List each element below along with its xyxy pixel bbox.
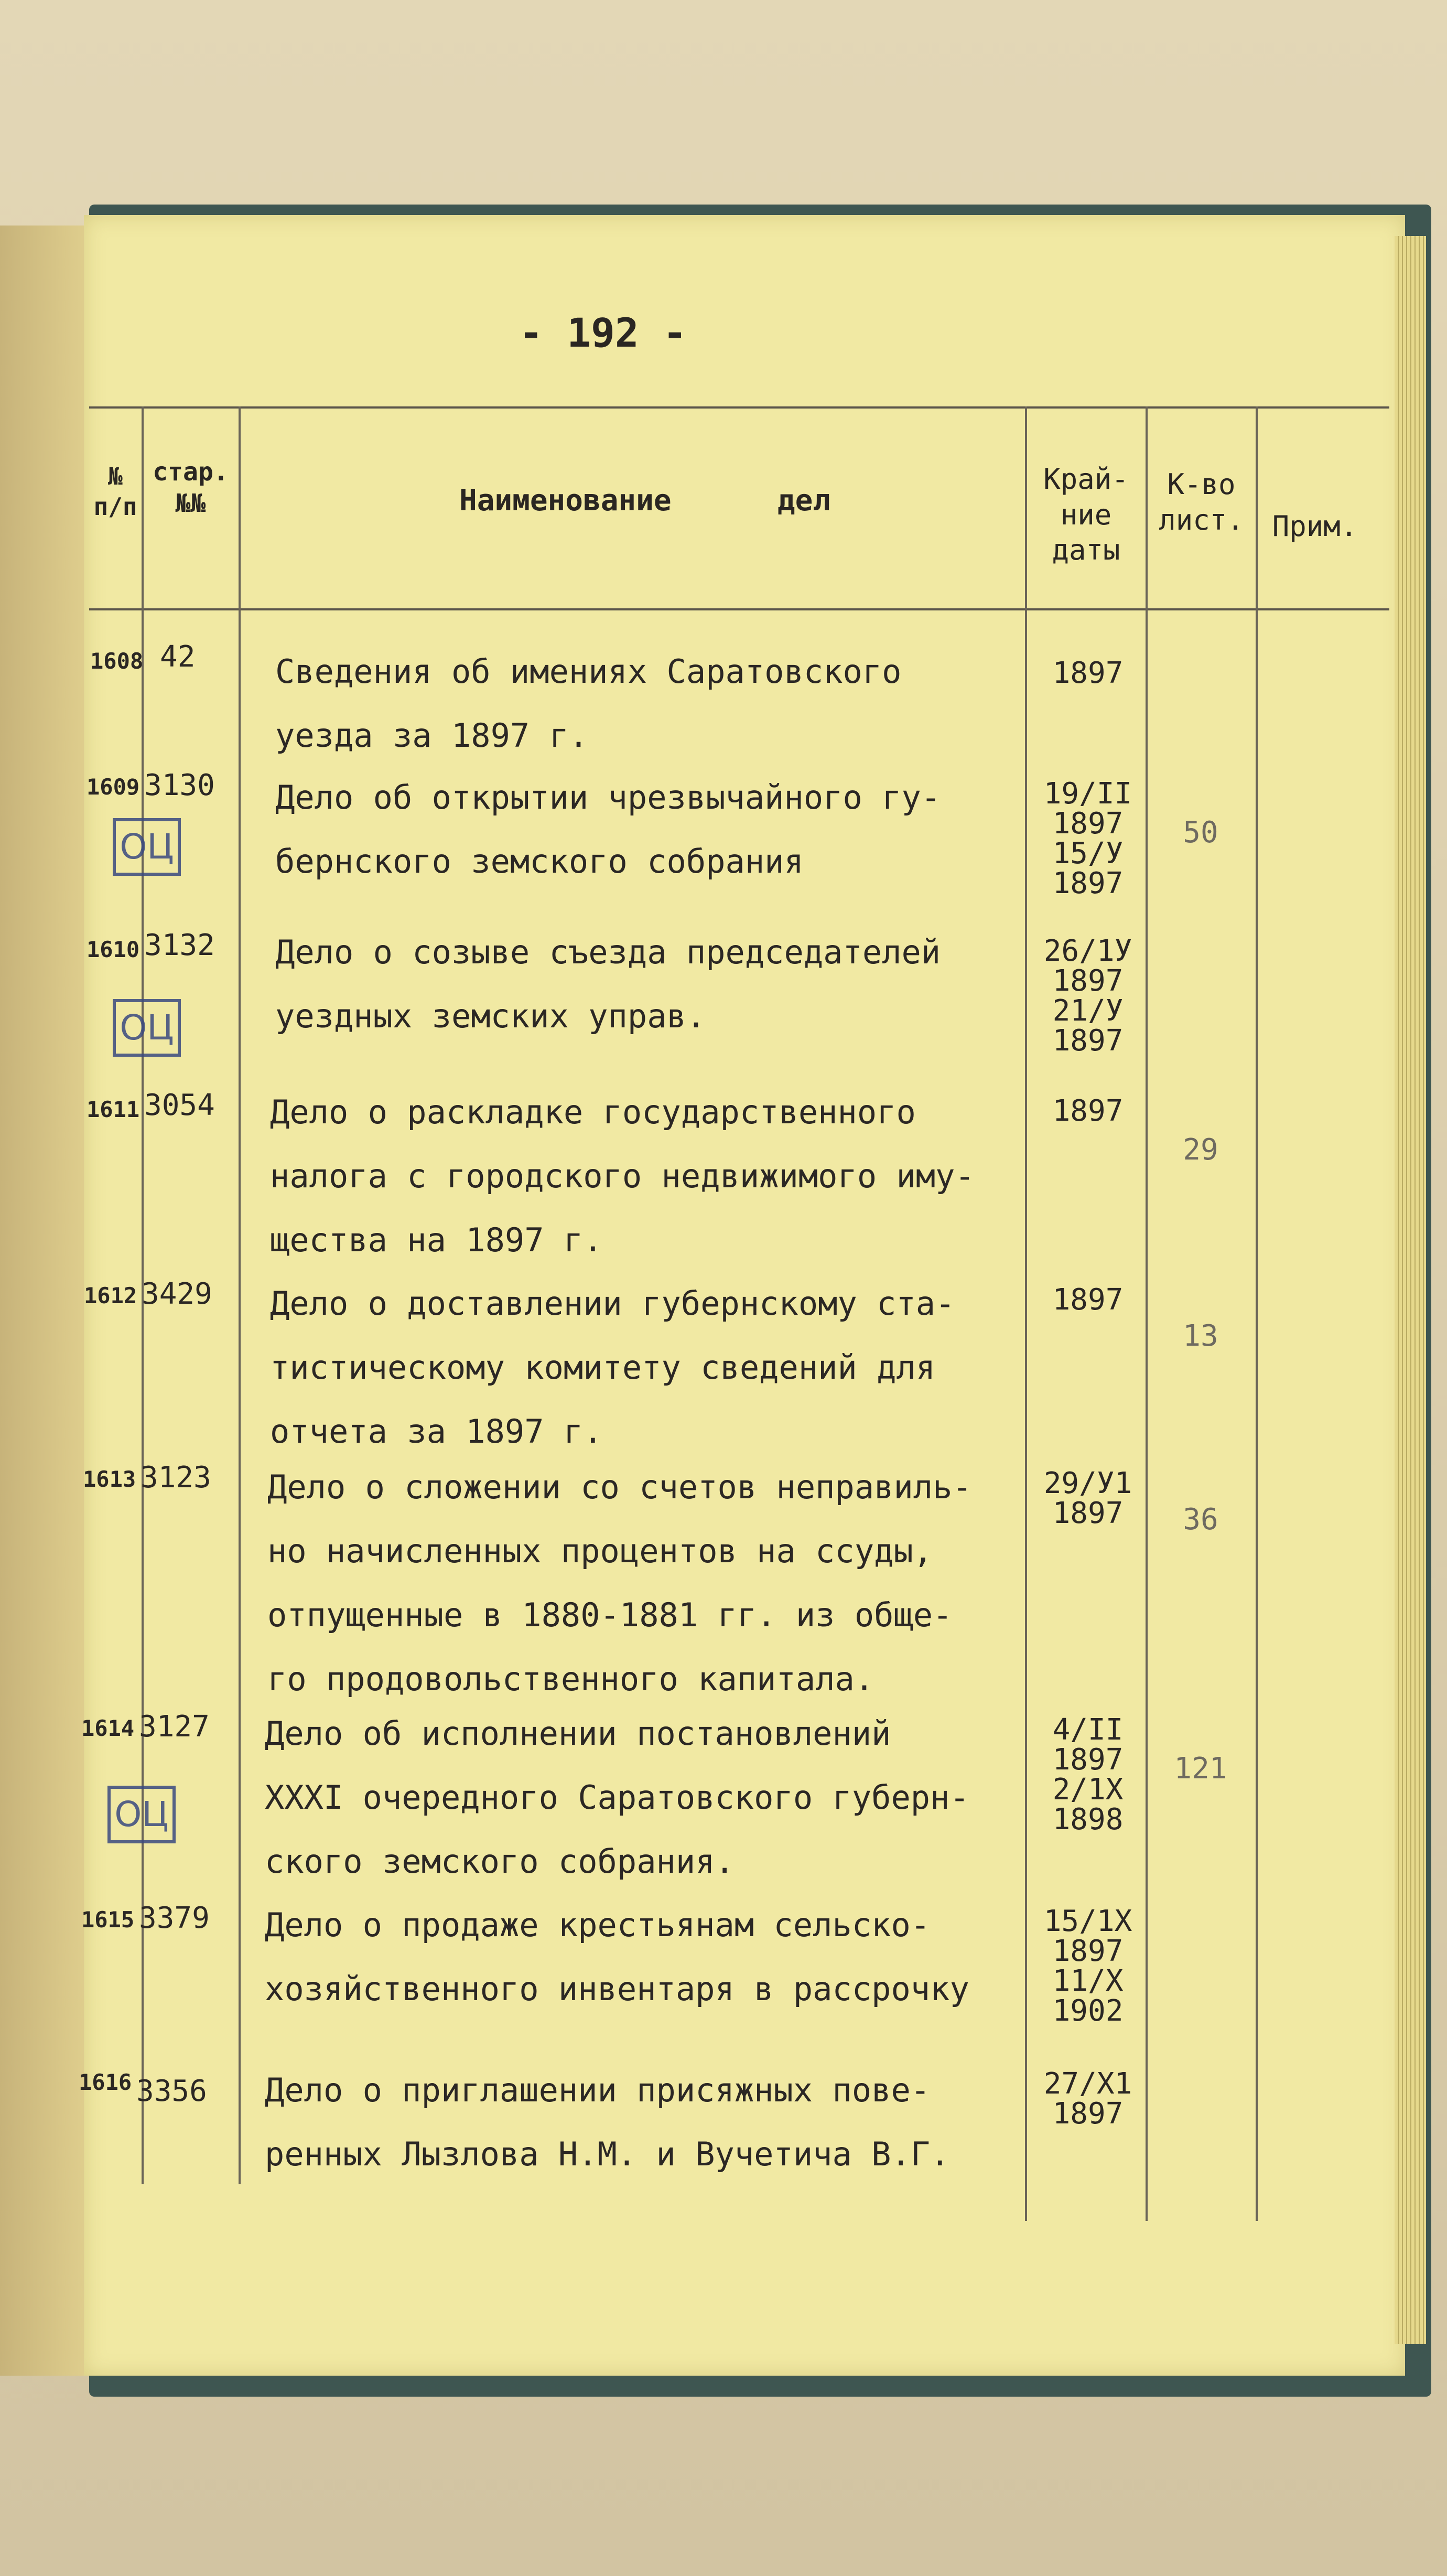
header-sheets: К-во лист. [1159,468,1244,536]
row-description: Дело о созыве съезда председателей уездных земских управ. [275,933,941,1035]
row-description: Дело о доставлении губернскому ста- тистическому комитету сведений для отчета за 1897 г. [270,1284,955,1451]
row-description: Дело о продаже крестьянам сельско- хозяйственного инвентаря в рассрочку [265,1906,969,2008]
header-no: № п/п [93,462,137,521]
row-sheets: 36 [1183,1502,1218,1537]
row-description: Сведения об имениях Саратовского уезда за 1897 г. [275,652,902,755]
page-number: - 192 - [519,309,687,356]
row-dates: 1897 [1052,1094,1124,1128]
row-dates: 19/II 1897 15/У 1897 [1043,777,1132,901]
row-sheets: 121 [1174,1752,1227,1786]
row-old-number: 42 [160,640,196,674]
row-description: Дело об открытии чрезвычайного гу- бернского земского собрания [275,778,941,881]
row-number: 1615 [81,1907,135,1933]
oc-stamp: ОЦ [113,999,181,1057]
row-sheets: 29 [1183,1133,1218,1167]
row-description: Дело о приглашении присяжных пове- ренных Лызлова Н.М. и Вучетича В.Г. [265,2071,950,2173]
col-divider-3 [1025,406,1027,2221]
row-number: 1610 [87,937,140,962]
row-number: 1613 [83,1466,136,1492]
row-dates: 29/У1 1897 [1043,1466,1132,1531]
table-top-rule [89,406,1389,409]
row-old-number: 3379 [139,1901,210,1935]
row-dates: 26/1У 1897 21/У 1897 [1043,934,1132,1058]
table-header-rule [89,608,1389,610]
header-dates: Край- ние даты [1043,463,1129,566]
row-description: Дело о раскладке государственного налога с городского недвижимого иму- щества на 1897 г. [270,1093,975,1259]
row-description: Дело о сложении со счетов неправиль- но начисленных процентов на ссуды, отпущенные в 1880-1881 гг. из обще- го продовольственного капитала. [267,1468,972,1698]
row-dates: 15/1Х 1897 11/Х 1902 [1043,1904,1132,2028]
row-number: 1614 [81,1715,135,1741]
row-old-number: 3123 [141,1461,211,1495]
row-number: 1611 [87,1097,140,1122]
row-dates: 1897 [1052,1283,1124,1317]
col-divider-5 [1256,406,1258,2221]
row-number: 1616 [79,2069,132,2095]
col-divider-4 [1146,406,1148,2221]
row-old-number: 3132 [144,928,215,962]
row-dates: 27/Х1 1897 [1043,2067,1132,2131]
header-old-no: стар. №№ [153,457,229,518]
row-dates: 4/II 1897 2/1Х 1898 [1052,1713,1124,1837]
row-sheets: 13 [1183,1319,1218,1353]
col-divider-2 [239,406,241,2184]
page-stack-edges [1395,236,1426,2344]
row-number: 1608 [90,648,144,674]
row-number: 1612 [84,1283,137,1308]
row-old-number: 3429 [142,1277,212,1311]
left-page-edge [0,226,92,2376]
row-description: Дело об исполнении постановлений XXXI очередного Саратовского губерн- ского земского собрания. [265,1714,969,1881]
row-old-number: 3127 [139,1710,210,1744]
header-title: Наименование дел [459,484,830,518]
row-dates: 1897 [1052,656,1124,690]
row-old-number: 3130 [144,768,215,802]
oc-stamp: ОЦ [107,1786,176,1843]
row-sheets: 50 [1183,815,1218,850]
oc-stamp: ОЦ [113,818,181,876]
header-notes: Прим. [1272,510,1358,543]
row-number: 1609 [87,774,140,800]
row-old-number: 3356 [136,2074,207,2108]
row-old-number: 3054 [144,1088,215,1122]
